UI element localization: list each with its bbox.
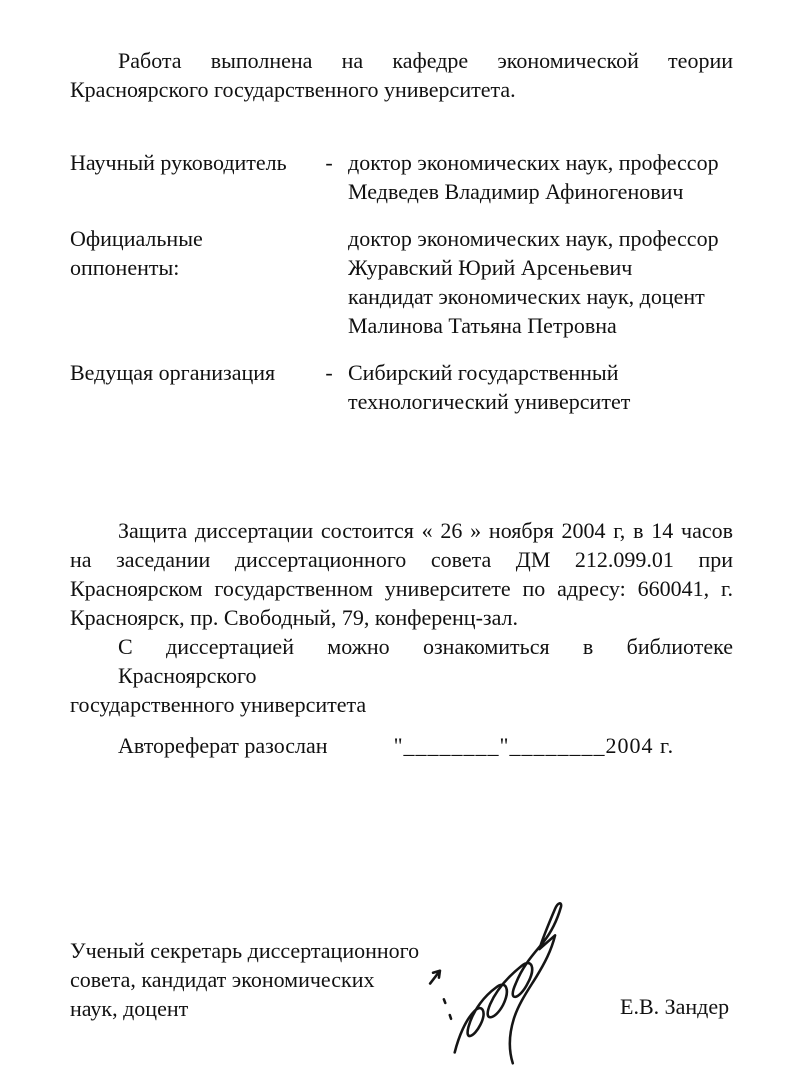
text-line: наук, доцент [70,996,189,1021]
lead-organization-label: Ведущая организация [70,360,276,385]
opponents-label: Официальные оппоненты: [70,226,203,280]
dash-separator: - [325,360,333,385]
text-line: государственного университета [70,692,367,717]
text-line: Красноярском государственном университете по адресу: 660041, г. [70,576,733,601]
text-line: технологический университет [348,389,631,414]
date-blank-line: "________"________2004 г. [393,733,675,758]
opponents-value [348,224,733,340]
text-line: Красноярского государственного университета. [70,77,516,102]
committee-rows [70,148,733,416]
text-line: Ученый секретарь диссертационного [70,938,420,963]
opponents-row [70,224,733,340]
text-line: Медведев Владимир Афиногенович [348,179,684,204]
secretary-block [70,936,419,1023]
text-line: доктор экономических наук, профессор [348,150,719,175]
text-line: Сибирский государственный [348,360,619,385]
text-line: кандидат экономических наук, доцент [348,284,705,309]
text-line: Журавский Юрий Арсеньевич [348,255,633,280]
dash-separator [310,224,348,340]
text-line: совета, кандидат экономических [70,967,375,992]
text-line: Работа выполнена на кафедре экономической теории [118,48,733,73]
dash-separator: - [325,150,333,175]
text-line: Красноярск, пр. Свободный, 79, конференц-зал. [70,605,519,630]
text-line: С диссертацией можно ознакомиться в библиотеке Красноярского [118,634,733,688]
abstract-sent-row [70,731,733,760]
abstract-sent-label: Автореферат разослан [118,733,328,758]
supervisor-label: Научный руководитель [70,150,287,175]
signature-arrow-tick [430,971,440,984]
signature-scribble [424,893,574,1080]
library-paragraph [70,632,733,719]
lead-organization-row [70,358,733,416]
supervisor-row [70,148,733,206]
text-line: доктор экономических наук, профессор [348,226,719,251]
signature-main-stroke [455,903,561,1063]
text-line: Защита диссертации состоится « 26 » ноября 2004 г, в 14 часов [118,518,733,543]
defense-paragraph [70,516,733,632]
signature-dots [444,999,452,1021]
supervisor-value [348,148,733,206]
lead-organization-value [348,358,733,416]
signer-name: Е.В. Зандер [620,994,730,1019]
affiliation-paragraph [70,46,733,104]
text-line: Малинова Татьяна Петровна [348,313,617,338]
text-line: на заседании диссертационного совета ДМ 212.099.01 при [70,547,733,572]
